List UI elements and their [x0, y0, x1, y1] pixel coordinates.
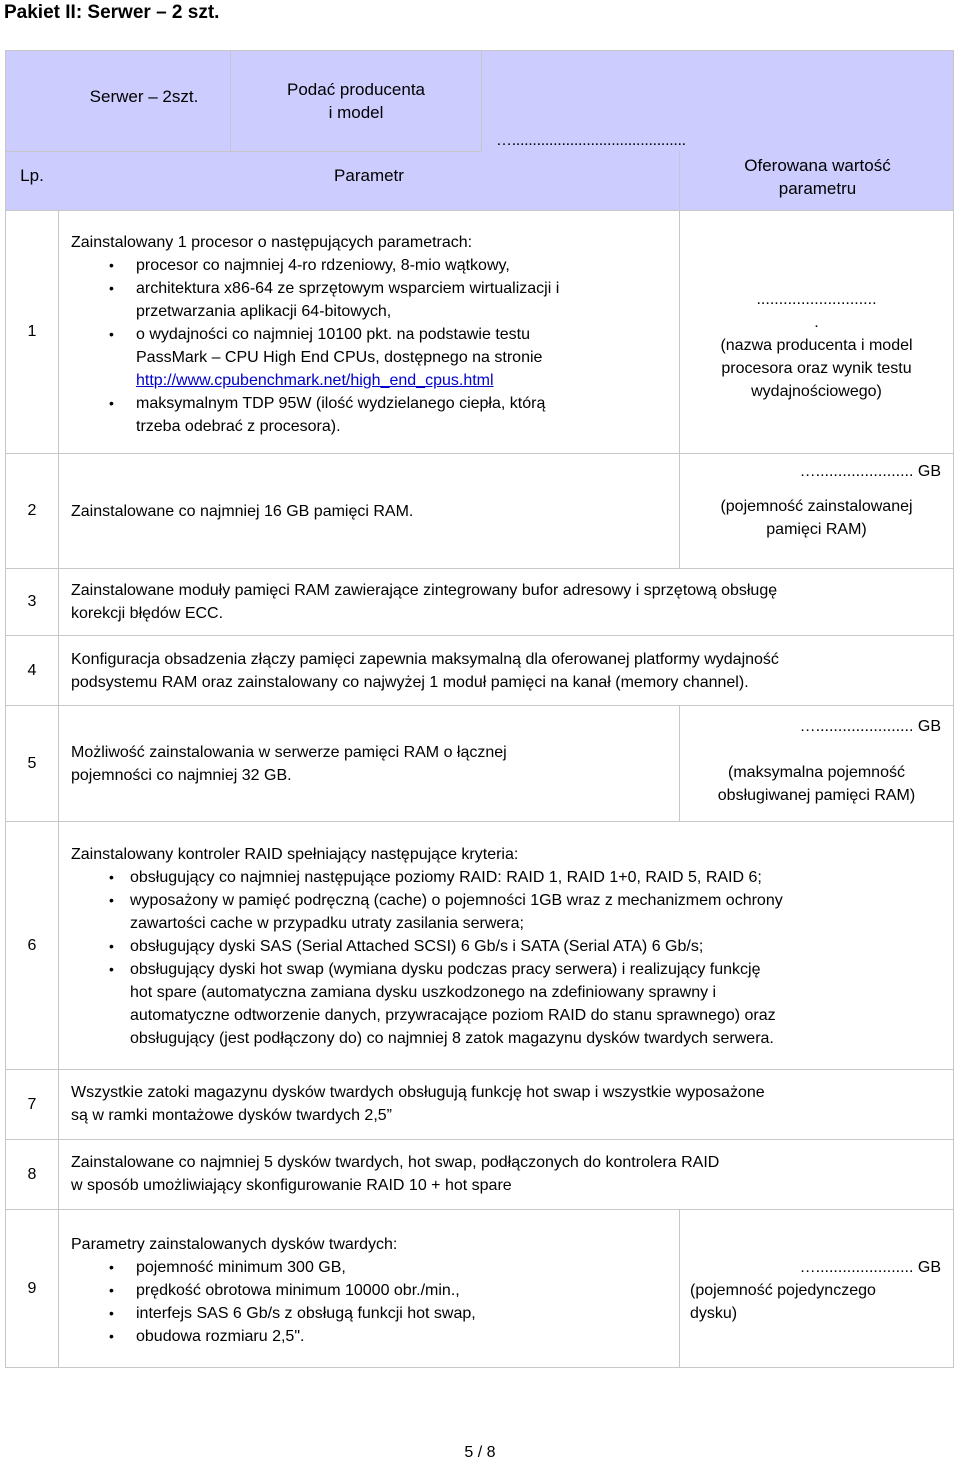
offer-line: …...................... GB	[799, 463, 941, 480]
table-header	[5, 50, 954, 210]
param-text-line2: pojemności co najmniej 32 GB.	[71, 766, 292, 784]
param-cell	[59, 822, 953, 1069]
offer-cell	[680, 706, 953, 821]
offer-cell	[680, 454, 953, 568]
list-item	[59, 369, 679, 392]
param-lead: Parametry zainstalowanych dysków twardych:	[71, 1236, 398, 1253]
list-item: trzeba odebrać z procesora).	[136, 418, 341, 435]
param-text-line2: w sposób umożliwiający skonfigurowanie RAID 10 + hot spare	[71, 1177, 512, 1194]
table-row	[5, 1069, 954, 1139]
offer-line: (pojemność pojedynczego	[690, 1282, 876, 1299]
table-row	[5, 635, 954, 705]
param-text-line1: Możliwość zainstalowania w serwerze pamięci RAM o łącznej	[71, 743, 507, 761]
list-item: • obudowa rozmiaru 2,5".	[59, 1325, 679, 1348]
param-text-line1: Zainstalowane moduły pamięci RAM zawierające zintegrowany bufor adresowy i sprzętową obsługę	[71, 582, 778, 599]
param-cell	[59, 706, 680, 821]
list-item: • obsługujący dyski hot swap (wymiana dysku podczas pracy serwera) i realizujący funkcję	[59, 958, 953, 981]
param-cell	[59, 211, 680, 453]
item-name-box	[6, 51, 482, 152]
param-lead: Zainstalowany kontroler RAID spełniający następujące kryteria:	[71, 846, 519, 863]
param-text: Zainstalowane co najmniej 16 GB pamięci RAM.	[71, 502, 414, 520]
list-item: • wyposażony w pamięć podręczną (cache) o pojemności 1GB wraz z mechanizmem ochrony	[59, 889, 953, 912]
param-text-line2: podsystemu RAM oraz zainstalowany co najwyżej 1 moduł pamięci na kanał (memory channel).	[71, 674, 749, 691]
list-item: zawartości cache w przypadku utraty zasilania serwera;	[130, 915, 524, 932]
col-offer-line2: parametru	[778, 179, 857, 198]
param-cell	[59, 454, 680, 568]
list-item: obsługujący (jest podłączony do) co najmniej 8 zatok magazynu dysków twardych serwera.	[130, 1030, 774, 1047]
param-text-line2: korekcji błędów ECC.	[71, 605, 224, 622]
list-item: • pojemność minimum 300 GB,	[59, 1256, 679, 1279]
param-text-line1: Konfiguracja obsadzenia złączy pamięci zapewnia maksymalną dla oferowanej platformy wydajność	[71, 651, 779, 668]
row-number: 6	[6, 822, 59, 1069]
offer-line: wydajnościowego)	[751, 383, 882, 400]
param-bullets	[59, 866, 953, 1050]
col-param-header: Parametr	[334, 166, 404, 185]
item-name: Serwer – 2szt.	[89, 87, 199, 106]
list-item: hot spare (automatyczna zamiana dysku uszkodzonego na zdefiniowany sprawny i	[130, 984, 717, 1001]
producer-label-line2: i model	[328, 103, 384, 122]
list-item: • obsługujący co najmniej następujące poziomy RAID: RAID 1, RAID 1+0, RAID 5, RAID 6;	[59, 866, 953, 889]
table-row	[5, 210, 954, 453]
page-title: Pakiet II: Serwer – 2 szt.	[4, 2, 220, 23]
table-row	[5, 1209, 954, 1368]
offer-line: (pojemność zainstalowanej	[720, 498, 913, 515]
list-item: • interfejs SAS 6 Gb/s z obsługą funkcji hot swap,	[59, 1302, 679, 1325]
offer-line: …...................... GB	[799, 718, 941, 735]
row-number: 5	[6, 706, 59, 821]
list-item: • obsługujący dyski SAS (Serial Attached SCSI) 6 Gb/s i SATA (Serial ATA) 6 Gb/s;	[59, 935, 953, 958]
offer-line: dysku)	[690, 1305, 738, 1322]
param-cell	[59, 1140, 953, 1209]
col-lp-header: Lp.	[20, 166, 44, 185]
list-item: • prędkość obrotowa minimum 10000 obr./min.,	[59, 1279, 679, 1302]
list-item: • procesor co najmniej 4-ro rdzeniowy, 8-mio wątkowy,	[59, 254, 679, 277]
table-row	[5, 453, 954, 568]
producer-box	[230, 51, 482, 151]
param-cell	[59, 1070, 953, 1139]
row-number: 7	[6, 1070, 59, 1139]
param-cell	[59, 1210, 680, 1367]
row-number: 1	[6, 211, 59, 453]
offer-line: (nazwa producenta i model	[720, 337, 913, 354]
offer-line: pamięci RAM)	[766, 521, 867, 538]
list-item: • maksymalnym TDP 95W (ilość wydzielanego ciepła, którą	[59, 392, 679, 415]
param-bullets	[59, 1256, 679, 1348]
table-row	[5, 705, 954, 821]
list-item: przetwarzania aplikacji 64-bitowych,	[136, 303, 392, 320]
param-text-line1: Wszystkie zatoki magazynu dysków twardych obsługują funkcję hot swap i wszystkie wyposażone	[71, 1084, 765, 1101]
offer-cell	[680, 211, 953, 453]
row-number: 2	[6, 454, 59, 568]
list-item: • o wydajności co najmniej 10100 pkt. na podstawie testu	[59, 323, 679, 346]
offer-line: obsługiwanej pamięci RAM)	[717, 787, 916, 804]
list-item: PassMark – CPU High End CPUs, dostępnego na stronie	[136, 349, 543, 366]
col-offer-line1: Oferowana wartość	[744, 156, 891, 175]
offer-line: procesora oraz wynik testu	[721, 360, 912, 377]
offer-line: (maksymalna pojemność	[728, 764, 905, 781]
param-text-line1: Zainstalowane co najmniej 5 dysków twardych, hot swap, podłączonych do kontrolera RAID	[71, 1154, 720, 1171]
table-row	[5, 568, 954, 635]
producer-label-line1: Podać producenta	[287, 80, 425, 99]
offer-line: …...................... GB	[799, 1259, 941, 1276]
offer-cell	[680, 1210, 953, 1367]
param-bullets	[59, 254, 679, 438]
list-item: automatyczne odtworzenie danych, przywracające poziom RAID do stanu sprawnego) oraz	[130, 1007, 776, 1024]
param-cell	[59, 569, 953, 635]
table-row	[5, 1139, 954, 1209]
row-number: 8	[6, 1140, 59, 1209]
row-number: 9	[6, 1210, 59, 1367]
row-number: 4	[6, 636, 59, 705]
col-offer-header	[680, 154, 955, 200]
list-item: • architektura x86-64 ze sprzętowym wsparciem wirtualizacji i	[59, 277, 679, 300]
cpubenchmark-link[interactable]: http://www.cpubenchmark.net/high_end_cpus.html	[136, 372, 494, 389]
row-number: 3	[6, 569, 59, 635]
offer-line: ...........................	[756, 291, 877, 308]
page-number: 5 / 8	[464, 1444, 496, 1461]
offer-line: .	[814, 314, 819, 331]
param-lead: Zainstalowany 1 procesor o następujących parametrach:	[71, 234, 473, 251]
param-cell	[59, 636, 953, 705]
param-text-line2: są w ramki montażowe dysków twardych 2,5”	[71, 1107, 392, 1124]
producer-dots: …..........................................	[496, 132, 686, 149]
table-row	[5, 821, 954, 1069]
spec-table	[5, 50, 954, 1368]
